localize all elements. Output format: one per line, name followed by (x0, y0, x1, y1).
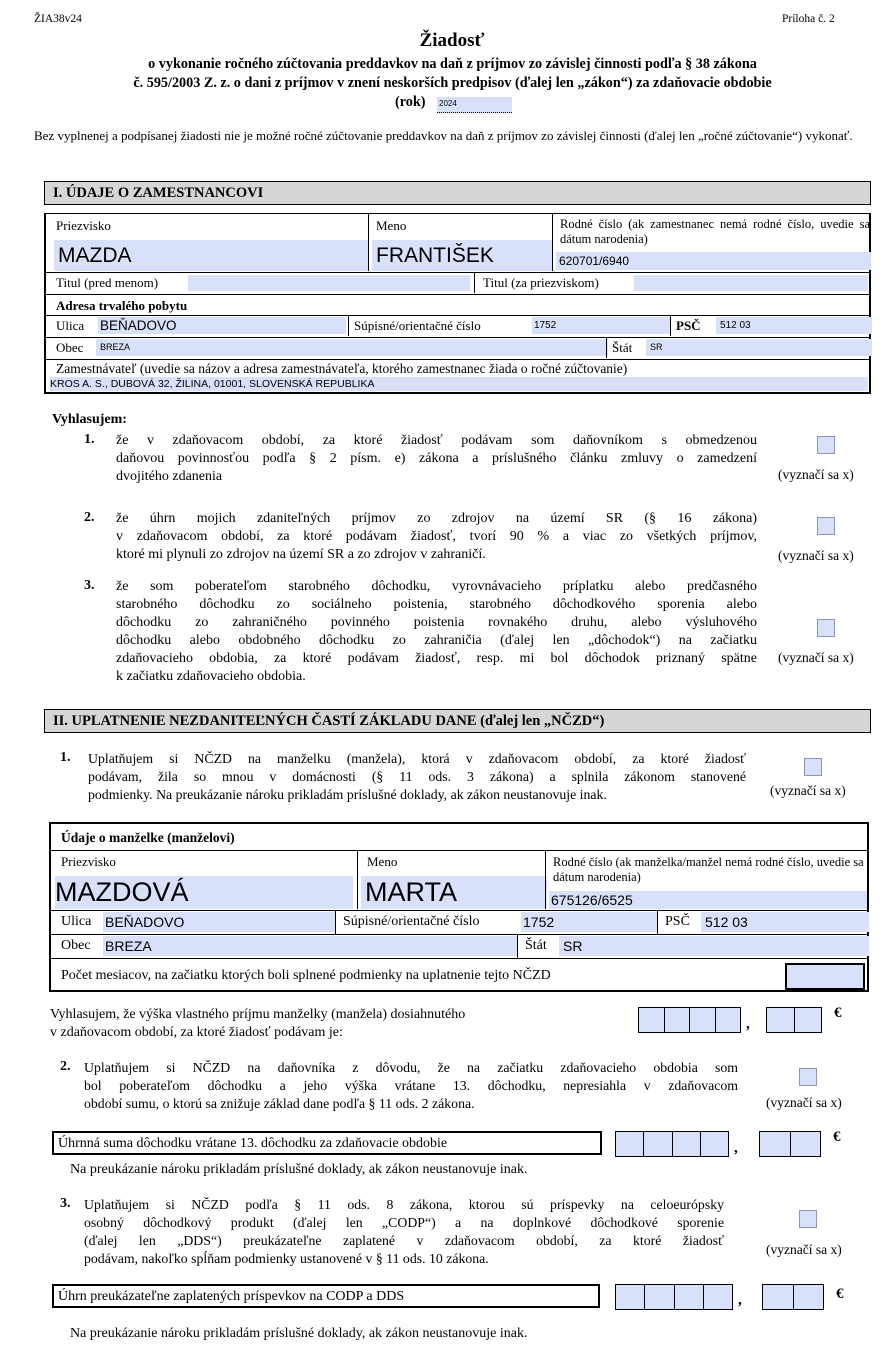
subtitle-line-1: o vykonanie ročného zúčtovania preddavkov na daň z príjmov zo závislej činnosti podľa § 38 zákona (148, 56, 757, 72)
proof-text-2: Na preukázanie nároku prikladám príslušné doklady, ak zákon neustanovuje inak. (70, 1326, 528, 1341)
pension-comma: , (734, 1140, 738, 1156)
income-amount-cents[interactable] (766, 1007, 822, 1033)
ii-1-mark-hint: (vyznačí sa x) (770, 783, 846, 798)
employee-table (44, 213, 871, 394)
birth-label: Rodné číslo (ak zamestnanec nemá rodné číslo, uvedie sa dátum narodenia) (560, 217, 870, 246)
declare-3-num: 3. (84, 578, 95, 593)
declare-2-text (116, 510, 757, 564)
ii-3-line-1: Uplatňujem si NČZD podľa § 11 ods. 8 zákona, ktorou sú príspevky na celoeurópsky (84, 1197, 724, 1212)
ii-2-line-2: bol poberateľom dôchodku a jeho výška vrátane 13. dôchodku, nepresiahla v zdaňovacom (84, 1078, 738, 1093)
ii-2-checkbox[interactable] (799, 1068, 817, 1086)
declare-2-line-3: ktoré mi plynuli zo zdrojov na území SR a zo zdrojov v zahraničí. (116, 547, 486, 562)
year-input[interactable]: 2024 (437, 97, 512, 113)
divider (348, 315, 349, 336)
spouse-surname-label: Priezvisko (61, 854, 116, 869)
city-label: Obec (56, 340, 84, 355)
spouse-house-label: Súpisné/orientačné číslo (343, 914, 480, 929)
spouse-name-label: Meno (367, 854, 398, 869)
surname-input[interactable]: MAZDA (54, 240, 368, 271)
spouse-city-label: Obec (61, 938, 91, 953)
declare-3-line-4: dôchodku alebo obdobného dôchodku zo zahraničia (ďalej len „dôchodok“) na začiatku (116, 633, 757, 648)
declare-1-line-2: daňovou povinnosťou podľa § 2 písm. e) zákona a príslušného článku zmluvy o zamedzení (116, 451, 757, 466)
employer-input[interactable]: KROS A. S., DUBOVÁ 32, ŽILINA, 01001, SLOVENSKÁ REPUBLIKA (50, 377, 868, 391)
ii-3-text (84, 1196, 724, 1268)
spouse-name-input[interactable]: MARTA (361, 876, 547, 909)
declare-3-line-5: zdaňovacieho obdobia, za ktoré podávam žiadosť, resp. mi bol dôchodok priznaný spätne (116, 651, 757, 666)
divider (657, 910, 658, 934)
spouse-heading: Údaje o manželke (manželovi) (61, 830, 235, 845)
form-code: ŽIA38v24 (34, 13, 82, 25)
ii-2-mark-hint: (vyznačí sa x) (766, 1095, 842, 1110)
annex-label: Príloha č. 2 (782, 13, 835, 25)
ii-2-line-3: období sumu, o ktorú sa znižuje základ dane podľa § 11 ods. 2 zákona. (84, 1096, 475, 1111)
income-declaration (50, 1006, 610, 1042)
divider (46, 359, 871, 360)
divider (552, 214, 553, 271)
pension-sum-label: Úhrnná suma dôchodku vrátane 13. dôchodku za zdaňovacie obdobie (52, 1131, 602, 1155)
ii-1-num: 1. (60, 750, 71, 765)
divider (46, 272, 871, 273)
subtitle-line-2: č. 595/2003 Z. z. o dani z príjmov v znení neskorších predpisov (ďalej len „zákon“) za zdaňovacie obdobie (133, 75, 772, 91)
income-comma: , (746, 1016, 750, 1032)
declare-2-mark-hint: (vyznačí sa x) (778, 548, 854, 563)
declare-1-line-3: dvojitého zdanenia (116, 469, 223, 484)
spouse-house-input[interactable]: 1752 (521, 912, 657, 932)
address-label: Adresa trvalého pobytu (56, 298, 188, 313)
divider (357, 850, 358, 909)
ii-2-num: 2. (60, 1059, 71, 1074)
ii-1-checkbox[interactable] (804, 758, 822, 776)
codp-amount-cents[interactable] (762, 1284, 824, 1310)
income-amount-euros[interactable] (638, 1007, 741, 1033)
ii-1-line-1: Uplatňujem si NČZD na manželku (manžela), ktorá v zdaňovacom období, za ktoré žiadosť (88, 751, 746, 766)
section-2-title: II. UPLATNENIE NEZDANITEĽNÝCH ČASTÍ ZÁKLADU DANE (ďalej len „NČZD“) (44, 709, 871, 733)
declare-1-checkbox[interactable] (817, 436, 835, 454)
house-input[interactable]: 1752 (532, 317, 670, 334)
declare-3-checkbox[interactable] (817, 619, 835, 637)
city-input[interactable]: BREZA (96, 339, 608, 356)
ii-1-line-3: podmienky. Na preukázanie nároku prikladám príslušné doklady, ak zákon neustanovuje inak. (88, 787, 607, 802)
divider (51, 910, 867, 911)
declare-2-line-2: v zdaňovacom období, za ktoré podávam žiadosť, tvorí 90 % a viac zo všetkých príjmov, (116, 529, 757, 544)
employer-label: Zamestnávateľ (uvedie sa názov a adresa zamestnávateľa, ktorého zamestnanec žiada o ročné zúčtovanie) (56, 361, 628, 376)
declare-heading: Vyhlasujem: (52, 412, 127, 427)
birth-input[interactable]: 620701/6940 (556, 252, 871, 270)
title-before-label: Titul (pred menom) (56, 275, 159, 290)
divider (474, 272, 475, 293)
codp-comma: , (738, 1292, 742, 1308)
divider (670, 315, 671, 336)
declare-2-checkbox[interactable] (817, 517, 835, 535)
spouse-state-label: Štát (525, 938, 547, 953)
state-label: Štát (612, 340, 633, 355)
codp-amount-euros[interactable] (615, 1284, 733, 1310)
spouse-state-input[interactable]: SR (559, 936, 869, 956)
divider (46, 294, 871, 295)
divider (545, 850, 546, 909)
divider (51, 934, 867, 935)
ii-3-mark-hint: (vyznačí sa x) (766, 1242, 842, 1257)
spouse-city-input[interactable]: BREZA (103, 936, 517, 956)
income-line-2: v zdaňovacom období, za ktoré žiadosť podávam je: (50, 1025, 343, 1040)
ii-2-line-1: Uplatňujem si NČZD na daňovníka z dôvodu, že na začiatku zdaňovacieho obdobia som (84, 1060, 738, 1075)
ii-3-line-4: podávam, nakoľko spĺňam podmienky ustanovené v § 11 ods. 10 zákona. (84, 1251, 489, 1266)
declare-3-line-6: k začiatku zdaňovacieho obdobia. (116, 669, 306, 684)
spouse-surname-input[interactable]: MAZDOVÁ (55, 876, 353, 909)
ii-3-line-3: (ďalej len „DDS“) preukázateľne zaplatené v zdaňovacom období, za ktoré žiadosť (84, 1233, 724, 1248)
street-input[interactable]: BEŇADOVO (98, 317, 346, 334)
spouse-birth-input[interactable]: 675126/6525 (549, 891, 867, 909)
divider (517, 934, 518, 958)
divider (46, 337, 871, 338)
spouse-months-input[interactable] (785, 963, 865, 990)
declare-3-line-2: starobného dôchodku zo sociálneho poistenia, starobného dôchodkového sporenia alebo (116, 597, 757, 612)
psc-input[interactable]: 512 03 (716, 317, 872, 334)
pension-amount-cents[interactable] (759, 1131, 821, 1157)
declare-1-text (116, 432, 757, 486)
state-input[interactable]: SR (646, 339, 872, 356)
declare-2-num: 2. (84, 510, 95, 525)
title-after-label: Titul (za priezviskom) (483, 275, 599, 290)
spouse-street-input[interactable]: BEŇADOVO (103, 912, 335, 932)
declare-3-line-3: dôchodku zo zahraničného povinného poistenia rovnakého druhu, alebo výsluhového (116, 615, 757, 630)
year-label: (rok) (395, 94, 426, 110)
proof-text-1: Na preukázanie nároku prikladám príslušné doklady, ak zákon neustanovuje inak. (70, 1162, 528, 1177)
ii-3-line-2: osobný dôchodkový produkt (ďalej len „CODP“) a na doplnkové dôchodkové sporenie (84, 1215, 724, 1230)
declare-1-num: 1. (84, 432, 95, 447)
divider (51, 850, 867, 851)
spouse-psc-input[interactable]: 512 03 (701, 912, 869, 932)
divider (606, 337, 607, 358)
euro-icon: € (834, 1005, 842, 1021)
spouse-birth-label: Rodné číslo (ak manželka/manžel nemá rodné číslo, uvedie sa dátum narodenia) (553, 855, 864, 884)
declare-3-mark-hint: (vyznačí sa x) (778, 650, 854, 665)
spouse-months-label: Počet mesiacov, na začiatku ktorých boli splnené podmienky na uplatnenie tejto NČZD (61, 968, 551, 983)
divider (46, 315, 871, 316)
codp-label: Úhrn preukázateľne zaplatených príspevkov na CODP a DDS (52, 1284, 600, 1308)
declare-1-mark-hint: (vyznačí sa x) (778, 467, 854, 482)
house-label: Súpisné/orientačné číslo (354, 318, 481, 333)
title-before-input[interactable] (188, 275, 470, 291)
page-title: Žiadosť (419, 30, 485, 51)
euro-icon: € (833, 1129, 841, 1145)
ii-3-checkbox[interactable] (799, 1210, 817, 1228)
divider (368, 214, 369, 271)
surname-label: Priezvisko (56, 218, 111, 233)
name-label: Meno (376, 218, 407, 233)
street-label: Ulica (56, 318, 85, 333)
name-input[interactable]: FRANTIŠEK (372, 240, 552, 271)
income-line-1: Vyhlasujem, že výška vlastného príjmu manželky (manžela) dosiahnutého (50, 1007, 466, 1022)
spouse-psc-label: PSČ (665, 914, 690, 929)
ii-1-line-2: podávam, žila so mnou v domácnosti (§ 11 ods. 3 zákona) a splnila zákonom stanovené (88, 769, 746, 784)
ii-1-text (88, 750, 746, 804)
declare-2-line-1: že úhrn mojich zdaniteľných príjmov zo zdrojov na území SR (§ 16 zákona) (116, 511, 757, 526)
pension-amount-euros[interactable] (615, 1131, 729, 1157)
title-after-input[interactable] (634, 275, 868, 291)
divider (51, 958, 867, 959)
spouse-table (49, 822, 869, 992)
section-1-title: I. ÚDAJE O ZAMESTNANCOVI (44, 181, 871, 205)
divider (335, 910, 336, 934)
euro-icon: € (836, 1286, 844, 1302)
psc-label: PSČ (676, 318, 701, 333)
declare-3-line-1: že som poberateľom starobného dôchodku, vyrovnávacieho príplatku alebo predčasného (116, 579, 757, 594)
ii-3-num: 3. (60, 1196, 71, 1211)
declare-1-line-1: že v zdaňovacom období, za ktoré žiadosť podávam som daňovníkom s obmedzenou (116, 433, 757, 448)
intro-text: Bez vyplnenej a podpísanej žiadosti nie je možné ročné zúčtovanie preddavkov na daň z príjmov zo závislej činnosti (ďalej len „ročné zúčtovanie“) vykonať. (34, 128, 853, 143)
ii-2-text (84, 1059, 738, 1113)
declare-3-text (116, 578, 757, 686)
spouse-street-label: Ulica (61, 914, 92, 929)
